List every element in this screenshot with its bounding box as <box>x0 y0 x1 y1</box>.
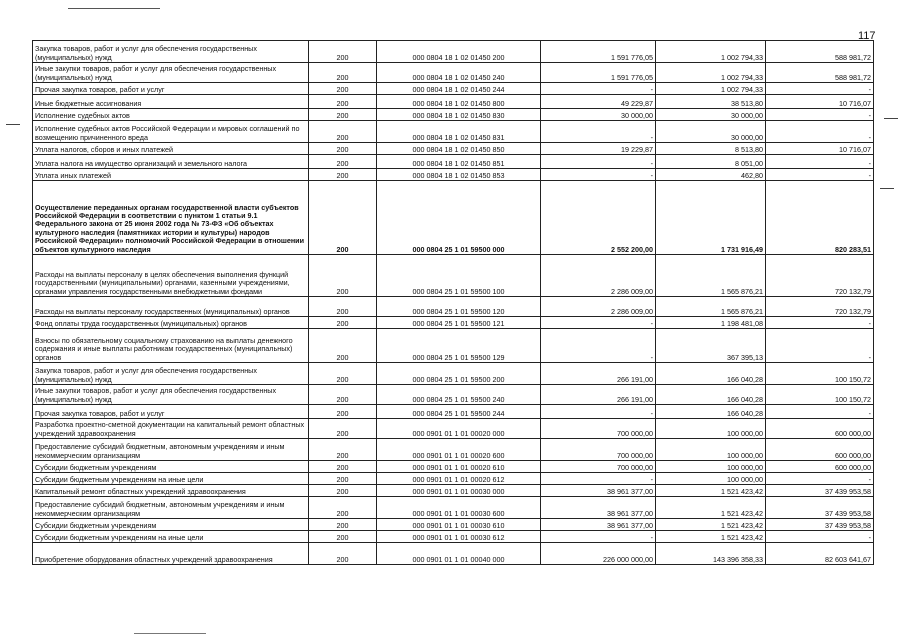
table-row <box>33 419 874 439</box>
row-budget-code: 000 0804 18 1 02 01450 830 <box>377 109 541 121</box>
row-approved-amount: - <box>541 83 656 95</box>
row-code: 200 <box>309 497 377 519</box>
row-code: 200 <box>309 329 377 363</box>
row-approved-amount: 1 591 776,05 <box>541 63 656 83</box>
row-remaining-amount: - <box>766 317 874 329</box>
table-row <box>33 461 874 473</box>
row-executed-amount: 1 198 481,08 <box>656 317 766 329</box>
row-code: 200 <box>309 109 377 121</box>
row-description: Субсидии бюджетным учреждениям на иные цели <box>33 473 309 485</box>
row-remaining-amount: 600 000,00 <box>766 461 874 473</box>
row-remaining-amount: - <box>766 109 874 121</box>
row-description: Прочая закупка товаров, работ и услуг <box>33 83 309 95</box>
row-executed-amount: 30 000,00 <box>656 121 766 143</box>
row-budget-code: 000 0804 18 1 02 01450 850 <box>377 143 541 155</box>
row-description: Уплата налога на имущество организаций и земельного налога <box>33 155 309 169</box>
row-remaining-amount: 100 150,72 <box>766 363 874 385</box>
table-row <box>33 439 874 461</box>
row-code: 200 <box>309 439 377 461</box>
row-executed-amount: 1 521 423,42 <box>656 497 766 519</box>
row-approved-amount: - <box>541 121 656 143</box>
row-executed-amount: 1 002 794,33 <box>656 41 766 63</box>
row-executed-amount: 30 000,00 <box>656 109 766 121</box>
row-remaining-amount: 820 283,51 <box>766 181 874 255</box>
table-row <box>33 485 874 497</box>
margin-mark-right <box>884 118 898 119</box>
row-remaining-amount: 720 132,79 <box>766 297 874 317</box>
row-budget-code: 000 0804 25 1 01 59500 100 <box>377 255 541 297</box>
row-remaining-amount: 37 439 953,58 <box>766 485 874 497</box>
row-code: 200 <box>309 317 377 329</box>
row-description: Субсидии бюджетным учреждениям на иные цели <box>33 531 309 543</box>
table-row <box>33 155 874 169</box>
table-row <box>33 95 874 109</box>
row-approved-amount: 1 591 776,05 <box>541 41 656 63</box>
row-budget-code: 000 0804 18 1 02 01450 831 <box>377 121 541 143</box>
row-approved-amount: 38 961 377,00 <box>541 497 656 519</box>
row-executed-amount: 100 000,00 <box>656 419 766 439</box>
row-executed-amount: 1 731 916,49 <box>656 181 766 255</box>
row-code: 200 <box>309 95 377 109</box>
table-row <box>33 405 874 419</box>
row-description: Осуществление переданных органам государственной власти субъектов Российской Федерации в соответствии с пунктом 1 статьи 9.1 Федерального закона от 25 июня 2002 года № 73-ФЗ «Об объектах культурного наследия (памятниках истории и культуры) народов Российской Федерации» полномочий Российской Федерации в отношении объектов культурного наследия <box>33 181 309 255</box>
table-row <box>33 519 874 531</box>
row-approved-amount: - <box>541 155 656 169</box>
row-approved-amount: 30 000,00 <box>541 109 656 121</box>
row-description: Иные закупки товаров, работ и услуг для обеспечения государственных (муниципальных) нужд <box>33 63 309 83</box>
row-executed-amount: 166 040,28 <box>656 363 766 385</box>
row-code: 200 <box>309 385 377 405</box>
table-row <box>33 109 874 121</box>
row-approved-amount: 700 000,00 <box>541 461 656 473</box>
row-remaining-amount: 10 716,07 <box>766 95 874 109</box>
table-row <box>33 385 874 405</box>
row-approved-amount: 226 000 000,00 <box>541 543 656 565</box>
row-description: Субсидии бюджетным учреждениям <box>33 461 309 473</box>
row-code: 200 <box>309 63 377 83</box>
row-approved-amount: 700 000,00 <box>541 419 656 439</box>
row-approved-amount: 49 229,87 <box>541 95 656 109</box>
row-budget-code: 000 0804 25 1 01 59500 244 <box>377 405 541 419</box>
row-description: Исполнение судебных актов <box>33 109 309 121</box>
row-description: Уплата налогов, сборов и иных платежей <box>33 143 309 155</box>
row-executed-amount: 143 396 358,33 <box>656 543 766 565</box>
row-remaining-amount: - <box>766 405 874 419</box>
row-code: 200 <box>309 531 377 543</box>
row-description: Прочая закупка товаров, работ и услуг <box>33 405 309 419</box>
row-code: 200 <box>309 169 377 181</box>
row-remaining-amount: 10 716,07 <box>766 143 874 155</box>
row-budget-code: 000 0901 01 1 01 00030 612 <box>377 531 541 543</box>
row-description: Расходы на выплаты персоналу государственных (муниципальных) органов <box>33 297 309 317</box>
row-budget-code: 000 0804 25 1 01 59500 129 <box>377 329 541 363</box>
row-code: 200 <box>309 543 377 565</box>
row-code: 200 <box>309 143 377 155</box>
row-description: Субсидии бюджетным учреждениям <box>33 519 309 531</box>
row-budget-code: 000 0901 01 1 01 00020 610 <box>377 461 541 473</box>
row-approved-amount: 38 961 377,00 <box>541 485 656 497</box>
row-budget-code: 000 0804 18 1 02 01450 244 <box>377 83 541 95</box>
row-remaining-amount: - <box>766 169 874 181</box>
row-code: 200 <box>309 155 377 169</box>
table-row <box>33 317 874 329</box>
row-remaining-amount: - <box>766 121 874 143</box>
row-code: 200 <box>309 297 377 317</box>
table-row <box>33 83 874 95</box>
row-budget-code: 000 0804 18 1 02 01450 851 <box>377 155 541 169</box>
row-code: 200 <box>309 519 377 531</box>
row-description: Расходы на выплаты персоналу в целях обеспечения выполнения функций государственными (муниципальными) органами, казенными учреждениями, органами управления государственными внебюджетными фондами <box>33 255 309 297</box>
row-remaining-amount: 100 150,72 <box>766 385 874 405</box>
row-budget-code: 000 0804 25 1 01 59500 120 <box>377 297 541 317</box>
margin-mark-right <box>880 188 894 189</box>
budget-execution-table <box>32 40 874 565</box>
row-remaining-amount: 588 981,72 <box>766 41 874 63</box>
row-approved-amount: 700 000,00 <box>541 439 656 461</box>
row-executed-amount: 1 565 876,21 <box>656 297 766 317</box>
table-row <box>33 297 874 317</box>
row-executed-amount: 166 040,28 <box>656 405 766 419</box>
row-remaining-amount: 720 132,79 <box>766 255 874 297</box>
table-row <box>33 143 874 155</box>
row-approved-amount: - <box>541 531 656 543</box>
page-number: 117 <box>858 30 876 42</box>
row-executed-amount: 1 002 794,33 <box>656 63 766 83</box>
row-approved-amount: - <box>541 169 656 181</box>
table-row <box>33 363 874 385</box>
row-remaining-amount: 37 439 953,58 <box>766 497 874 519</box>
row-code: 200 <box>309 255 377 297</box>
row-executed-amount: 1 521 423,42 <box>656 485 766 497</box>
row-code: 200 <box>309 461 377 473</box>
row-description: Исполнение судебных актов Российской Федерации и мировых соглашений по возмещению причиненного вреда <box>33 121 309 143</box>
row-executed-amount: 8 513,80 <box>656 143 766 155</box>
row-executed-amount: 1 521 423,42 <box>656 531 766 543</box>
row-budget-code: 000 0901 01 1 01 00020 612 <box>377 473 541 485</box>
row-code: 200 <box>309 405 377 419</box>
row-approved-amount: 266 191,00 <box>541 363 656 385</box>
table-row <box>33 63 874 83</box>
row-code: 200 <box>309 181 377 255</box>
row-budget-code: 000 0901 01 1 01 00040 000 <box>377 543 541 565</box>
row-budget-code: 000 0804 25 1 01 59500 240 <box>377 385 541 405</box>
row-description: Закупка товаров, работ и услуг для обеспечения государственных (муниципальных) нужд <box>33 363 309 385</box>
top-rule <box>68 8 160 9</box>
row-approved-amount: - <box>541 317 656 329</box>
row-budget-code: 000 0804 18 1 02 01450 200 <box>377 41 541 63</box>
row-executed-amount: 1 565 876,21 <box>656 255 766 297</box>
row-remaining-amount: 588 981,72 <box>766 63 874 83</box>
row-executed-amount: 100 000,00 <box>656 461 766 473</box>
row-budget-code: 000 0804 18 1 02 01450 800 <box>377 95 541 109</box>
row-description: Взносы по обязательному социальному страхованию на выплаты денежного содержания и иные выплаты работникам государственных (муниципальных) органов <box>33 329 309 363</box>
row-remaining-amount: - <box>766 83 874 95</box>
row-budget-code: 000 0901 01 1 01 00030 610 <box>377 519 541 531</box>
row-remaining-amount: 37 439 953,58 <box>766 519 874 531</box>
table-row <box>33 255 874 297</box>
table-row <box>33 121 874 143</box>
row-executed-amount: 166 040,28 <box>656 385 766 405</box>
row-remaining-amount: 600 000,00 <box>766 439 874 461</box>
row-description: Иные закупки товаров, работ и услуг для обеспечения государственных (муниципальных) нужд <box>33 385 309 405</box>
row-code: 200 <box>309 121 377 143</box>
row-executed-amount: 1 002 794,33 <box>656 83 766 95</box>
row-approved-amount: 2 286 009,00 <box>541 297 656 317</box>
row-approved-amount: 266 191,00 <box>541 385 656 405</box>
row-budget-code: 000 0901 01 1 01 00020 000 <box>377 419 541 439</box>
row-remaining-amount: - <box>766 329 874 363</box>
row-description: Капитальный ремонт областных учреждений здравоохранения <box>33 485 309 497</box>
table-row <box>33 41 874 63</box>
margin-mark-left <box>6 124 20 125</box>
row-budget-code: 000 0804 18 1 02 01450 853 <box>377 169 541 181</box>
table-row <box>33 497 874 519</box>
row-description: Фонд оплаты труда государственных (муниципальных) органов <box>33 317 309 329</box>
row-remaining-amount: 82 603 641,67 <box>766 543 874 565</box>
row-approved-amount: - <box>541 329 656 363</box>
row-description: Закупка товаров, работ и услуг для обеспечения государственных (муниципальных) нужд <box>33 41 309 63</box>
row-remaining-amount: - <box>766 473 874 485</box>
row-executed-amount: 100 000,00 <box>656 439 766 461</box>
row-budget-code: 000 0901 01 1 01 00020 600 <box>377 439 541 461</box>
row-description: Предоставление субсидий бюджетным, автономным учреждениям и иным некоммерческим организациям <box>33 497 309 519</box>
row-budget-code: 000 0804 25 1 01 59500 000 <box>377 181 541 255</box>
table-row <box>33 169 874 181</box>
table-row <box>33 329 874 363</box>
row-budget-code: 000 0804 18 1 02 01450 240 <box>377 63 541 83</box>
table-row <box>33 531 874 543</box>
row-executed-amount: 8 051,00 <box>656 155 766 169</box>
row-budget-code: 000 0901 01 1 01 00030 600 <box>377 497 541 519</box>
row-code: 200 <box>309 485 377 497</box>
row-approved-amount: 19 229,87 <box>541 143 656 155</box>
table-row <box>33 181 874 255</box>
bottom-rule <box>134 633 206 634</box>
row-approved-amount: 38 961 377,00 <box>541 519 656 531</box>
table-row <box>33 543 874 565</box>
row-executed-amount: 100 000,00 <box>656 473 766 485</box>
row-description: Предоставление субсидий бюджетным, автономным учреждениям и иным некоммерческим организациям <box>33 439 309 461</box>
row-code: 200 <box>309 473 377 485</box>
row-code: 200 <box>309 83 377 95</box>
row-approved-amount: 2 552 200,00 <box>541 181 656 255</box>
row-executed-amount: 1 521 423,42 <box>656 519 766 531</box>
row-budget-code: 000 0804 25 1 01 59500 200 <box>377 363 541 385</box>
row-description: Иные бюджетные ассигнования <box>33 95 309 109</box>
row-approved-amount: - <box>541 405 656 419</box>
row-code: 200 <box>309 41 377 63</box>
row-approved-amount: 2 286 009,00 <box>541 255 656 297</box>
row-budget-code: 000 0901 01 1 01 00030 000 <box>377 485 541 497</box>
row-executed-amount: 462,80 <box>656 169 766 181</box>
row-code: 200 <box>309 419 377 439</box>
row-description: Уплата иных платежей <box>33 169 309 181</box>
row-remaining-amount: 600 000,00 <box>766 419 874 439</box>
row-budget-code: 000 0804 25 1 01 59500 121 <box>377 317 541 329</box>
table-row <box>33 473 874 485</box>
row-description: Разработка проектно-сметной документации на капитальный ремонт областных учреждений здравоохранения <box>33 419 309 439</box>
row-remaining-amount: - <box>766 155 874 169</box>
row-remaining-amount: - <box>766 531 874 543</box>
row-description: Приобретение оборудования областных учреждений здравоохранения <box>33 543 309 565</box>
row-executed-amount: 38 513,80 <box>656 95 766 109</box>
row-executed-amount: 367 395,13 <box>656 329 766 363</box>
row-approved-amount: - <box>541 473 656 485</box>
row-code: 200 <box>309 363 377 385</box>
